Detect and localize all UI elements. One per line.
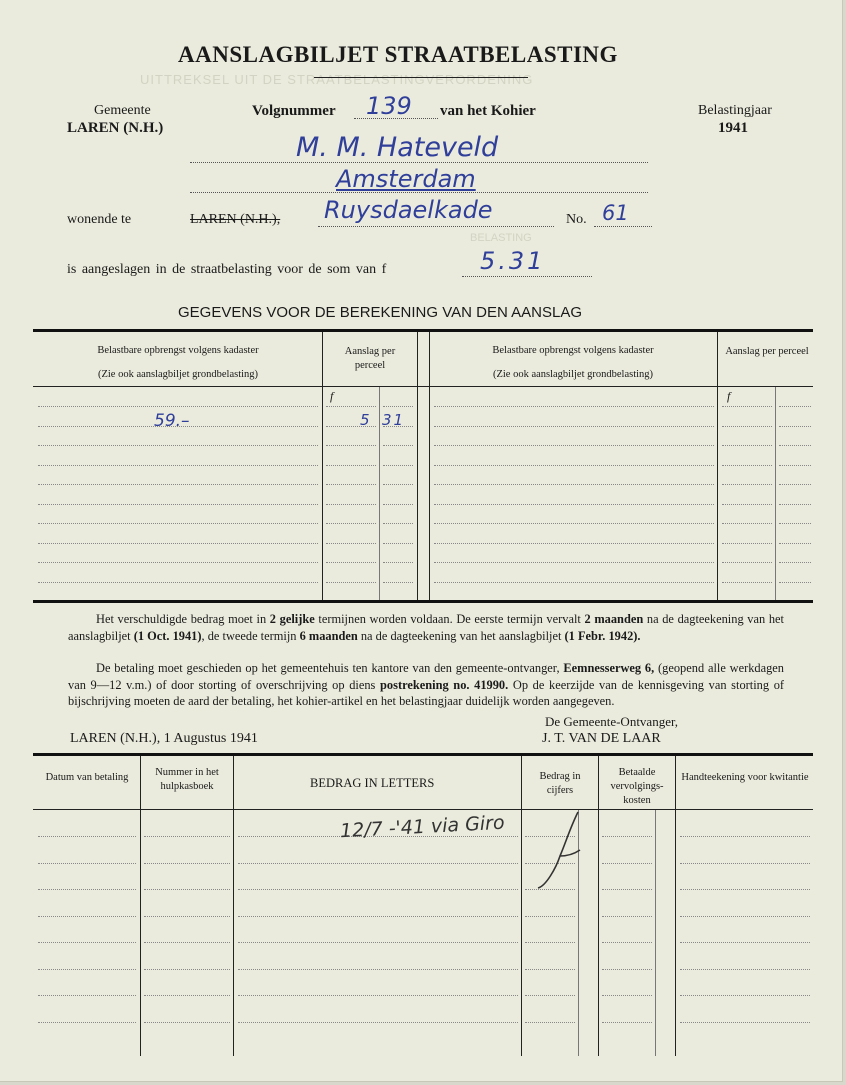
payment-col-header: BEDRAG IN LETTERS (310, 776, 435, 790)
table-row-rule (779, 582, 811, 583)
table-row-rule (779, 465, 811, 466)
payment-col-divider (655, 810, 656, 1056)
payment-col-divider (521, 756, 522, 1056)
table-row-rule (383, 445, 413, 446)
table-row-rule (434, 582, 714, 583)
table-row-rule (602, 1022, 652, 1023)
calc-col-divider (322, 332, 323, 600)
table-row-rule (525, 916, 575, 917)
table-row-rule (779, 426, 811, 427)
table-row-rule (722, 582, 772, 583)
kadaster-value: 59.– (154, 411, 190, 431)
table-row-rule (602, 863, 652, 864)
table-row-rule (38, 465, 318, 466)
table-row-rule (680, 942, 810, 943)
table-row-rule (326, 543, 376, 544)
number-value: 61 (602, 201, 629, 225)
calc-col-header: (Zie ook aanslagbiljet grondbelasting) (492, 369, 654, 380)
number-line (594, 226, 652, 227)
bleed-through-text: BELASTING (470, 232, 532, 244)
table-row-rule (144, 863, 230, 864)
calc-col-header: (Zie ook aanslagbiljet grondbelasting) (97, 369, 259, 380)
table-row-rule (383, 562, 413, 563)
payment-col-divider (598, 756, 599, 1056)
form-title: AANSLAGBILJET STRAATBELASTING (178, 42, 618, 67)
table-row-rule (144, 1022, 230, 1023)
table-row-rule (779, 523, 811, 524)
taxpayer-name: M. M. Hateveld (296, 132, 499, 163)
table-row-rule (144, 889, 230, 890)
street-value: Ruysdaelkade (324, 196, 493, 224)
table-row-rule (680, 969, 810, 970)
payment-col-header: Nummer in het hulpkasboek (155, 767, 219, 793)
table-row-rule (326, 406, 376, 407)
bleed-through-text: UITTREKSEL UIT DE STRAATBELASTINGVERORDENING (140, 72, 534, 87)
number-label: No. (566, 212, 587, 227)
table-row-rule (434, 445, 714, 446)
table-row-rule (722, 426, 772, 427)
table-row-rule (680, 863, 810, 864)
calc-col-header: Aanslag per perceel (344, 346, 396, 372)
table-row-rule (38, 582, 318, 583)
table-row-rule (434, 523, 714, 524)
table-row-rule (680, 836, 810, 837)
table-row-rule (680, 916, 810, 917)
table-row-rule (383, 523, 413, 524)
florin-sign: f (727, 389, 731, 403)
belastingjaar-label: Belastingjaar (698, 103, 772, 118)
calc-col-header: Aanslag per perceel (725, 346, 809, 357)
calc-col-divider (775, 387, 776, 600)
payment-header-bottom (33, 809, 813, 810)
payment-col-divider (675, 756, 676, 1056)
payment-col-header: Bedrag in cijfers (539, 771, 581, 797)
table-row-rule (434, 484, 714, 485)
table-row-rule (38, 942, 136, 943)
table-row-rule (779, 543, 811, 544)
table-row-rule (38, 504, 318, 505)
table-row-rule (383, 484, 413, 485)
table-row-rule (602, 916, 652, 917)
table-row-rule (434, 406, 714, 407)
table-row-rule (326, 445, 376, 446)
table-row-rule (38, 863, 136, 864)
taxpayer-city: Amsterdam (336, 165, 476, 193)
aanslag-int: 5 (360, 411, 370, 429)
street-line (318, 226, 554, 227)
table-row-rule (326, 582, 376, 583)
ontvanger-name: J. T. VAN DE LAAR (542, 731, 661, 746)
amount-value: 5.31 (480, 247, 546, 275)
table-row-rule (779, 406, 811, 407)
table-row-rule (602, 995, 652, 996)
table-row-rule (238, 942, 518, 943)
table-row-rule (602, 889, 652, 890)
table-row-rule (38, 406, 318, 407)
table-row-rule (383, 582, 413, 583)
amount-line (462, 276, 592, 277)
table-row-rule (779, 445, 811, 446)
table-row-rule (326, 504, 376, 505)
table-row-rule (602, 969, 652, 970)
table-row-rule (38, 836, 136, 837)
belastingjaar-value: 1941 (718, 120, 748, 136)
table-row-rule (238, 995, 518, 996)
table-row-rule (38, 889, 136, 890)
table-row-rule (38, 995, 136, 996)
struck-place: LAREN (N.H.), (190, 212, 281, 227)
payment-signature-flourish (530, 808, 590, 892)
volgnummer-label: Volgnummer (252, 103, 336, 119)
table-row-rule (144, 836, 230, 837)
table-row-rule (383, 406, 413, 407)
table-row-rule (326, 484, 376, 485)
table-row-rule (434, 562, 714, 563)
table-row-rule (383, 504, 413, 505)
table-row-rule (722, 445, 772, 446)
table-row-rule (434, 543, 714, 544)
table-row-rule (38, 543, 318, 544)
calc-heading: GEGEVENS VOOR DE BEREKENING VAN DEN AANSLAG (178, 304, 582, 321)
calc-col-header: Belastbare opbrengst volgens kadaster (97, 345, 259, 356)
payment-col-divider (233, 756, 234, 1056)
table-row-rule (602, 836, 652, 837)
table-row-rule (38, 445, 318, 446)
table-row-rule (238, 916, 518, 917)
table-row-rule (326, 523, 376, 524)
ontvanger-title: De Gemeente-Ontvanger, (545, 714, 679, 729)
table-row-rule (779, 504, 811, 505)
payment-col-header: Datum van betaling (45, 772, 129, 783)
table-row-rule (144, 916, 230, 917)
table-row-rule (722, 523, 772, 524)
calc-table-bottom (33, 600, 813, 603)
table-row-rule (525, 942, 575, 943)
table-row-rule (383, 543, 413, 544)
gemeente-label: Gemeente (94, 103, 151, 118)
assessed-text: is aangeslagen in de straatbelasting voor de som van f (67, 262, 387, 277)
table-row-rule (525, 995, 575, 996)
aanslag-dec: 31 (382, 411, 406, 429)
table-row-rule (434, 504, 714, 505)
terms-paragraph-2: De betaling moet geschieden op het gemeentehuis ten kantore van den gemeente-ontvanger, Eemnesserweg 6, (geopend alle werkdagen van 9—12 v.m.) of door storting of overschrijving op diens postrekening no. 41990. Op de keerzijde van de kennisgeving van storting of bijschrijving moeten de aard der betaling, het kohier-artikel en het belastingjaar duidelijk worden aangegeven. (68, 661, 785, 708)
calc-col-divider (717, 332, 718, 600)
payment-col-header: Handteekening voor kwitantie (681, 772, 809, 783)
table-row-rule (434, 465, 714, 466)
table-row-rule (144, 969, 230, 970)
calc-table-top (33, 329, 813, 332)
calc-col-header: Belastbare opbrengst volgens kadaster (492, 345, 654, 356)
payment-col-header: Betaalde vervolgings-kosten (610, 767, 664, 807)
table-row-rule (238, 863, 518, 864)
table-row-rule (680, 889, 810, 890)
gemeente-value: LAREN (N.H.) (67, 120, 164, 136)
florin-sign: f (330, 389, 334, 403)
payment-table-top (33, 753, 813, 756)
table-row-rule (779, 484, 811, 485)
wonende-label: wonende te (67, 212, 132, 227)
terms-paragraph-1: Het verschuldigde bedrag moet in 2 gelijke termijnen worden voldaan. De eerste termijn vervalt 2 maanden na de dagteekening van het aanslagbiljet (1 Oct. 1941), de tweede termijn 6 maanden na de dagteekening van het aanslagbiljet (1 Febr. 1942). (68, 612, 784, 643)
volgnummer-value: 139 (366, 92, 412, 120)
table-row-rule (383, 465, 413, 466)
table-row-rule (779, 562, 811, 563)
table-row-rule (38, 969, 136, 970)
table-row-rule (722, 406, 772, 407)
place-date: LAREN (N.H.), 1 Augustus 1941 (70, 731, 258, 746)
table-row-rule (680, 995, 810, 996)
table-row-rule (326, 562, 376, 563)
table-row-rule (38, 484, 318, 485)
table-row-rule (38, 1022, 136, 1023)
table-row-rule (525, 969, 575, 970)
table-row-rule (722, 484, 772, 485)
table-row-rule (434, 426, 714, 427)
table-row-rule (144, 942, 230, 943)
payment-col-divider (140, 756, 141, 1056)
table-row-rule (722, 543, 772, 544)
payment-entry: 12/7 -'41 via Giro (339, 811, 506, 843)
table-row-rule (38, 523, 318, 524)
table-row-rule (326, 465, 376, 466)
table-row-rule (722, 465, 772, 466)
kohier-label: van het Kohier (440, 103, 536, 119)
table-row-rule (602, 942, 652, 943)
table-row-rule (38, 562, 318, 563)
calc-col-divider (429, 332, 430, 600)
table-row-rule (722, 504, 772, 505)
table-row-rule (144, 995, 230, 996)
table-row-rule (722, 562, 772, 563)
table-row-rule (680, 1022, 810, 1023)
calc-col-divider (417, 332, 418, 600)
table-row-rule (238, 1022, 518, 1023)
calc-header-bottom (33, 386, 813, 387)
calc-col-divider (379, 387, 380, 600)
table-row-rule (525, 1022, 575, 1023)
table-row-rule (38, 916, 136, 917)
title-underline (314, 77, 528, 78)
table-row-rule (238, 889, 518, 890)
table-row-rule (238, 969, 518, 970)
